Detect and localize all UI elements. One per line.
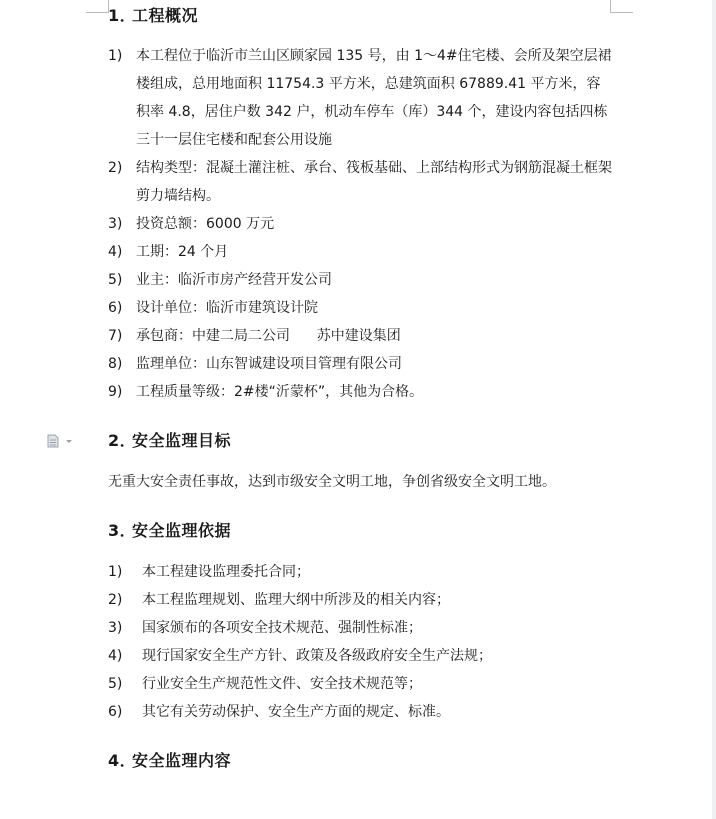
item-text: 工期：24 个月	[136, 244, 229, 260]
item-number: 2)	[108, 592, 123, 608]
page-edge	[712, 0, 716, 819]
item-number: 9)	[108, 384, 123, 400]
item-text: 承包商：中建二局二公司 苏中建设集团	[136, 328, 401, 344]
list-item	[108, 238, 613, 266]
list-item	[108, 350, 613, 378]
item-text: 业主：临沂市房产经营开发公司	[136, 272, 332, 288]
item-number: 4)	[108, 648, 123, 664]
list-item	[108, 210, 613, 238]
document-icon-glyph	[47, 434, 77, 448]
list-item	[108, 378, 613, 406]
page-corner-mark-right	[610, 0, 633, 13]
item-text: 监理单位：山东智诚建设项目管理有限公司	[136, 356, 402, 372]
overview-list	[108, 42, 613, 406]
list-item	[108, 558, 613, 586]
safety-basis-list	[108, 558, 613, 726]
section-number: 2．	[108, 431, 137, 450]
list-item	[108, 42, 613, 154]
item-number: 1)	[108, 48, 123, 64]
item-text: 本工程位于临沂市兰山区顾家园 135 号，由 1～4#住宅楼、会所及架空层裙楼组成，总用地面积 11754.3 平方米，总建筑面积 67889.41 平方米，容积率 4.8，居住户数 342 户，机动车停车（库）344 个，建设内容包括四栋三十一层住宅楼和配套公用设施	[136, 48, 612, 148]
item-text: 现行国家安全生产方针、政策及各级政府安全生产法规；	[142, 648, 492, 664]
item-text: 本工程监理规划、监理大纲中所涉及的相关内容；	[142, 592, 450, 608]
section-heading-safety-content	[108, 750, 231, 772]
item-number: 1)	[108, 564, 123, 580]
item-text: 工程质量等级：2#楼“沂蒙杯”，其他为合格。	[136, 384, 424, 400]
item-number: 6)	[108, 300, 123, 316]
list-item	[108, 294, 613, 322]
section-heading-safety-basis	[108, 520, 231, 542]
section-number: 4．	[108, 751, 137, 770]
list-item	[108, 322, 613, 350]
section-heading-overview	[108, 5, 198, 27]
item-number: 7)	[108, 328, 123, 344]
item-number: 6)	[108, 704, 123, 720]
document-icon[interactable]	[47, 433, 77, 447]
item-text: 本工程建设监理委托合同；	[142, 564, 310, 580]
list-item	[108, 698, 613, 726]
item-text: 行业安全生产规范性文件、安全技术规范等；	[142, 676, 422, 692]
item-number: 8)	[108, 356, 123, 372]
section-heading-safety-goal	[108, 430, 231, 452]
item-text: 设计单位：临沂市建筑设计院	[136, 300, 318, 316]
section-number: 3．	[108, 521, 137, 540]
list-item	[108, 670, 613, 698]
item-text: 结构类型：混凝土灌注桩、承台、筏板基础、上部结构形式为钢筋混凝土框架剪力墙结构。	[136, 160, 612, 204]
list-item	[108, 642, 613, 670]
item-text: 其它有关劳动保护、安全生产方面的规定、标准。	[142, 704, 450, 720]
item-number: 4)	[108, 244, 123, 260]
page-corner-mark-left	[86, 0, 109, 13]
list-item	[108, 614, 613, 642]
item-number: 2)	[108, 160, 123, 176]
section-number: 1．	[108, 6, 137, 25]
item-number: 3)	[108, 216, 123, 232]
list-item	[108, 586, 613, 614]
item-text: 投资总额：6000 万元	[136, 216, 275, 232]
item-number: 3)	[108, 620, 123, 636]
section-title: 工程概况	[132, 6, 199, 25]
item-number: 5)	[108, 676, 123, 692]
list-item	[108, 266, 613, 294]
safety-goal-paragraph: 无重大安全责任事故，达到市级安全文明工地，争创省级安全文明工地。	[108, 474, 556, 490]
section-title: 安全监理内容	[132, 751, 232, 770]
section-title: 安全监理目标	[132, 431, 232, 450]
item-number: 5)	[108, 272, 123, 288]
list-item	[108, 154, 613, 210]
item-text: 国家颁布的各项安全技术规范、强制性标准；	[142, 620, 422, 636]
section-title: 安全监理依据	[132, 521, 232, 540]
